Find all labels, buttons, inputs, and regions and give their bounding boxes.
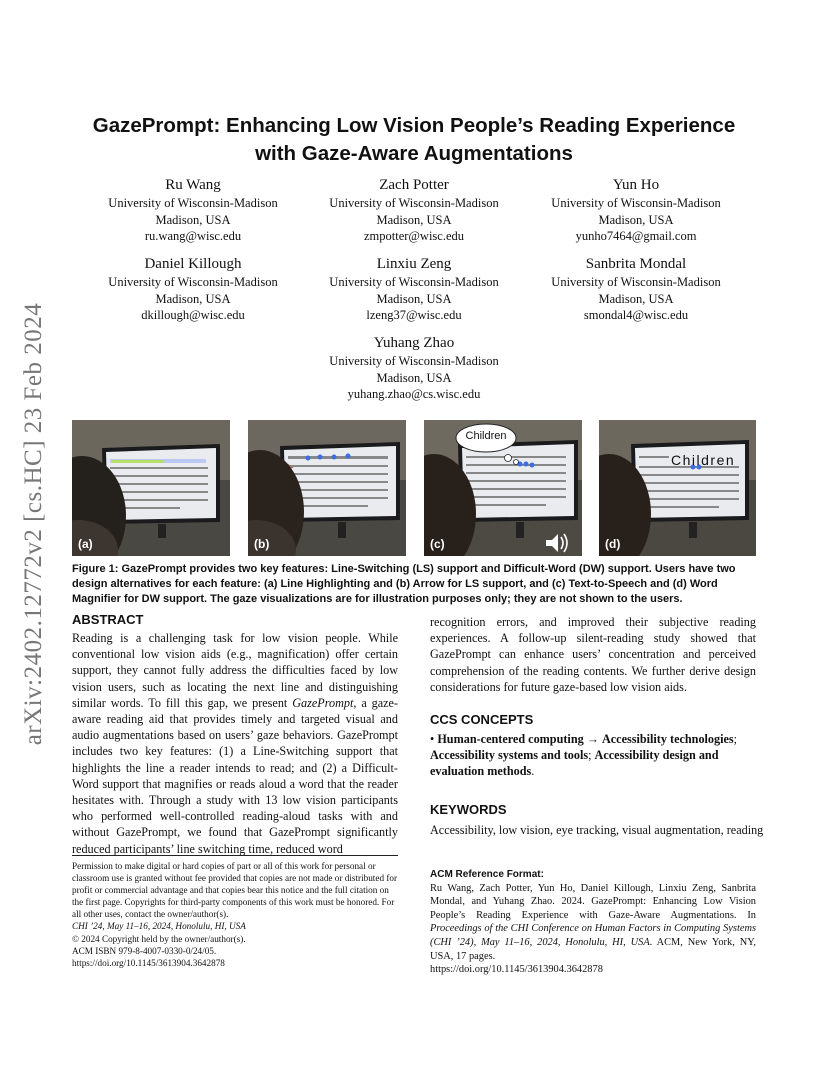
figure-panel-c	[424, 420, 582, 556]
ccs-concepts	[430, 731, 756, 780]
permission-text: Permission to make digital or hard copies of part or all of this work for personal or classroom use is granted without fee provided that copies are not made or distributed for profit or commercial advantage and that copies bear this notice and the full citation on the first page. Copyrights for third-party components of this work must be honored. For all other uses, contact the owner/author(s).	[72, 861, 398, 920]
abstract-text-part2: , a gaze-aware reading aid that provides timely and targeted visual and audio augmentations based on users’ gaze behaviors. GazePrompt includes two key features: (1) a Line-Switching support that highlights the line a reader intends to read; and (2) a Difficult-Word support that magnifies or reads aloud a word that the reader hesitates with. Through a study with 13 low vision participants who performed well-controlled reading-aloud tasks with and without GazePrompt, we found that GazePrompt significantly reduced participants’ line switching time, reduced word	[72, 695, 399, 856]
author-block	[531, 254, 741, 324]
reference-tail: . ACM, New York, NY, USA, 17 pages.	[430, 936, 756, 962]
author-email: smondal4@wisc.edu	[583, 308, 689, 322]
author-block	[88, 254, 298, 324]
author-name: Yuhang Zhao	[373, 335, 455, 351]
ccs-concept-1: Human-centered computing	[437, 732, 584, 746]
paper-title	[60, 112, 768, 168]
author-affiliation: University of Wisconsin-Madison	[551, 196, 721, 210]
arxiv-sidebar	[4, 284, 64, 764]
ccs-separator: ;	[588, 748, 595, 763]
ccs-separator: ;	[733, 732, 738, 746]
figure-caption: Figure 1: GazePrompt provides two key features: Line-Switching (LS) support and Difficult-Word (DW) support. Users have two design alternatives for each feature: (a) Line Highlighting and (b) Arrow for LS support, and (c) Text-to-Speech and (d) Word Magnifier for DW support. The gaze visualizations are for illustration purposes only; they are not shown to the users.	[72, 563, 736, 605]
author-block	[309, 175, 519, 245]
ccs-heading: CCS CONCEPTS	[430, 712, 534, 727]
author-location: Madison, USA	[155, 291, 231, 306]
figure-panel-a	[72, 420, 230, 556]
figure-label-c: (c)	[430, 537, 445, 551]
reference-doi: https://doi.org/10.1145/3613904.3642878	[430, 964, 603, 976]
author-name: Ru Wang	[165, 177, 221, 193]
ccs-arrow: →	[583, 732, 602, 746]
author-email: lzeng37@wisc.edu	[366, 308, 462, 322]
author-location: Madison, USA	[598, 291, 674, 306]
author-affiliation: University of Wisconsin-Madison	[551, 275, 721, 289]
author-email: yunho7464@gmail.com	[575, 229, 697, 243]
author-email: dkillough@wisc.edu	[141, 308, 245, 322]
figure-panel-d	[599, 420, 756, 556]
abstract-heading: ABSTRACT	[72, 612, 144, 627]
author-block	[531, 175, 741, 245]
reference-body	[430, 882, 756, 964]
isbn-line: ACM ISBN 979-8-4007-0330-0/24/05.	[72, 945, 217, 956]
figure-label-d: (d)	[605, 537, 621, 551]
venue-line: CHI ’24, May 11–16, 2024, Honolulu, HI, USA	[72, 921, 246, 932]
photo-arrow	[248, 420, 406, 556]
ccs-concept-2: Accessibility technologies	[601, 732, 734, 746]
figure-label-a: (a)	[78, 537, 93, 551]
footnote-rule	[72, 855, 398, 856]
author-affiliation: University of Wisconsin-Madison	[329, 354, 499, 368]
title-line-2: with Gaze-Aware Augmentations	[255, 142, 573, 165]
author-name: Yun Ho	[612, 177, 660, 193]
copyright-line: © 2024 Copyright held by the owner/author(s).	[72, 933, 246, 944]
abstract-text-part1: Reading is a challenging task for low vision people. While conventional low vision aids (e.g., magnification) offer certain support, they cannot fully address the difficulties faced by low vision users, such as locating the next line and distinguishing similar words. To fill this gap, we present	[72, 631, 398, 710]
author-block	[309, 254, 519, 324]
photo-line-highlighting	[72, 420, 230, 556]
author-block	[88, 175, 298, 245]
arxiv-identifier: arXiv:2402.12772v2 [cs.HC] 23 Feb 2024	[20, 302, 47, 746]
author-email: yuhang.zhao@cs.wisc.edu	[347, 387, 481, 401]
acm-reference	[430, 868, 756, 977]
magnified-word: Children	[671, 452, 736, 468]
author-name: Zach Potter	[379, 177, 449, 193]
author-affiliation: University of Wisconsin-Madison	[329, 196, 499, 210]
author-affiliation: University of Wisconsin-Madison	[108, 275, 278, 289]
photo-word-magnifier	[599, 420, 756, 556]
author-name: Daniel Killough	[144, 256, 242, 272]
ccs-concept-3: Accessibility systems and tools	[430, 748, 589, 763]
author-name: Linxiu Zeng	[376, 256, 452, 272]
author-email: ru.wang@wisc.edu	[144, 229, 242, 243]
keywords-heading: KEYWORDS	[430, 802, 507, 817]
speech-bubble-word: Children	[465, 430, 507, 442]
permission-block	[72, 860, 400, 969]
abstract-text	[72, 630, 398, 857]
author-name: Sanbrita Mondal	[585, 256, 687, 272]
system-name: GazePrompt	[292, 695, 354, 710]
title-line-1: GazePrompt: Enhancing Low Vision People’s Reading Experience	[92, 114, 736, 137]
reference-authors: Ru Wang, Zach Potter, Yun Ho, Daniel Killough, Linxiu Zeng, Sanbrita Mondal, and Yuhang Zhao. 2024. GazePrompt: Enhancing Low Vision People’s Reading Experience with Gaze-Aware Augmentations. In	[430, 882, 756, 921]
reference-proceedings: Proceedings of the CHI Conference on Human Factors in Computing Systems (CHI ’24), May 11–16, 2024, Honolulu, HI, USA	[430, 923, 756, 948]
author-block	[309, 333, 519, 403]
author-affiliation: University of Wisconsin-Madison	[329, 275, 499, 289]
ccs-concept-4: Accessibility design and evaluation methods	[430, 748, 719, 779]
author-location: Madison, USA	[155, 212, 231, 227]
figure-label-b: (b)	[254, 537, 270, 551]
keywords-text: Accessibility, low vision, eye tracking, visual augmentation, reading	[430, 823, 764, 837]
author-location: Madison, USA	[598, 212, 674, 227]
author-location: Madison, USA	[376, 370, 452, 385]
author-email: zmpotter@wisc.edu	[363, 229, 465, 243]
author-location: Madison, USA	[376, 212, 452, 227]
author-location: Madison, USA	[376, 291, 452, 306]
author-affiliation: University of Wisconsin-Madison	[108, 196, 278, 210]
ccs-end: .	[531, 764, 535, 779]
ccs-bullet: •	[430, 732, 435, 746]
abstract-continued: recognition errors, and improved their subjective reading experiences. A follow-up silent-reading study showed that GazePrompt can enhance users’ concentration and perceived comprehension of the reading contents. We further derive design considerations for future gaze-based low vision aids.	[430, 615, 756, 694]
doi-line: https://doi.org/10.1145/3613904.3642878	[72, 957, 225, 968]
figure-panel-b	[248, 420, 406, 556]
reference-heading: ACM Reference Format:	[430, 869, 544, 880]
